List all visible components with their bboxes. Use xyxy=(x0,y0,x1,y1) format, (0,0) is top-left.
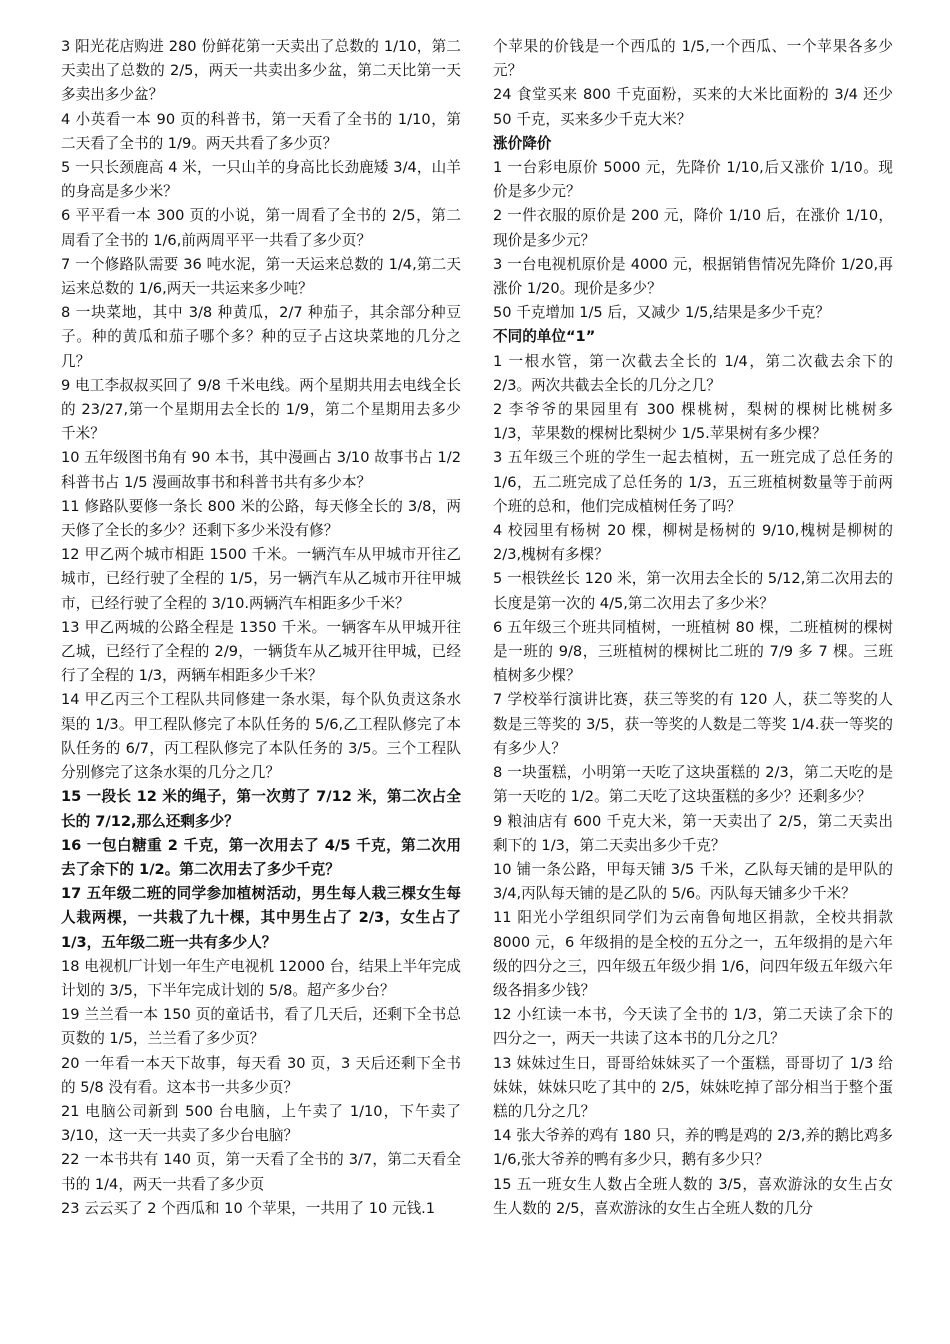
problem-paragraph: 3 五年级三个班的学生一起去植树，五一班完成了总任务的 1/6，五二班完成了总任务的 1/3，五三班植树数量等于前两个班的总和，他们完成植树任务了吗？ xyxy=(493,449,893,515)
problem-paragraph: 7 学校举行演讲比赛，获三等奖的有 120 人，获二等奖的人数是三等奖的 3/5，获一等奖的人数是二等奖 1/4.获一等奖的有多少人？ xyxy=(493,691,893,757)
problem-paragraph: 16 一包白糖重 2 千克，第一次用去了 4/5 千克，第二次用去了余下的 1/2。第二次用去了多少千克？ xyxy=(61,836,461,878)
problem-paragraph: 21 电脑公司新到 500 台电脑，上午卖了 1/10，下午卖了 3/10，这一天一共卖了多少台电脑？ xyxy=(61,1102,461,1145)
problem-paragraph: 23 云云买了 2 个西瓜和 10 个苹果，一共用了 10 元钱.1 xyxy=(61,1199,436,1217)
problem-paragraph: 12 甲乙两个城市相距 1500 千米。一辆汽车从甲城市开往乙城市，已经行驶了全程的 1/5，另一辆汽车从乙城市开往甲城市，已经行驶了全程的 3/10.两辆汽车相距多少千米？ xyxy=(61,546,461,612)
problem-paragraph: 13 甲乙两城的公路全程是 1350 千米。一辆客车从甲城开往乙城，已经行了全程的 2/9，一辆货车从乙城开往甲城，已经行了全程的 1/3，两辆车相距多少千米？ xyxy=(61,618,461,685)
problem-paragraph: 19 兰兰看一本 150 页的童话书，看了几天后，还剩下全书总页数的 1/5，兰兰看了多少页？ xyxy=(61,1006,461,1048)
problem-paragraph: 1 一台彩电原价 5000 元，先降价 1/10,后又涨价 1/10。现价是多少元？ xyxy=(493,159,893,201)
problem-paragraph: 11 阳光小学组织同学们为云南鲁甸地区捐款，全校共捐款 8000 元，6 年级捐的是全校的五分之一，五年级捐的是六年级的四分之三，四年级五年级少捐 1/6，问四年级五年级六年级各捐多少钱？ xyxy=(493,909,893,999)
problem-paragraph: 13 妹妹过生日，哥哥给妹妹买了一个蛋糕，哥哥切了 1/3 给妹妹，妹妹只吃了其中的 2/5，妹妹吃掉了部分相当于整个蛋糕的几分之几？ xyxy=(493,1054,893,1120)
problem-paragraph: 4 小英看一本 90 页的科普书，第一天看了全书的 1/10，第二天看了全书的 1/9。两天共看了多少页？ xyxy=(61,110,461,152)
problem-paragraph: 5 一只长颈鹿高 4 米，一只山羊的身高比长劲鹿矮 3/4，山羊的身高是多少米？ xyxy=(61,159,461,201)
problem-paragraph: 11 修路队要修一条长 800 米的公路，每天修全长的 3/8，两天修了全长的多少？还剩下多少米没有修？ xyxy=(61,497,461,540)
problem-paragraph: 4 校园里有杨树 20 棵，柳树是杨树的 9/10,槐树是柳树的 2/3,槐树有多棵？ xyxy=(493,522,893,564)
section-heading: 不同的单位“1” xyxy=(493,328,596,346)
section-heading: 涨价降价 xyxy=(493,134,552,152)
problem-paragraph: 2 李爷爷的果园里有 300 棵桃树，梨树的棵树比桃树多 1/3，苹果数的棵树比梨树少 1/5.苹果树有多少棵？ xyxy=(493,401,893,443)
problem-paragraph: 7 一个修路队需要 36 吨水泥，第一天运来总数的 1/4,第二天运来总数的 1/6,两天一共运来多少吨？ xyxy=(61,255,461,298)
problem-paragraph: 14 甲乙丙三个工程队共同修建一条水渠，每个队负责这条水渠的 1/3。甲工程队修完了本队任务的 5/6,乙工程队修完了本队任务的 6/7，丙工程队修完了本队任务的 3/5。三个工程队分别修完了这条水渠的几分之几？ xyxy=(61,691,461,782)
problem-paragraph: 10 铺一条公路，甲每天铺 3/5 千米，乙队每天铺的是甲队的 3/4,丙队每天铺的是乙队的 5/6。丙队每天铺多少千米？ xyxy=(493,860,893,903)
problem-paragraph: 14 张大爷养的鸡有 180 只，养的鸭是鸡的 2/3,养的鹅比鸡多 1/6,张大爷养的鸭有多少只，鹅有多少只？ xyxy=(493,1127,893,1169)
problem-paragraph: 50 千克增加 1/5 后，又减少 1/5,结果是多少千克？ xyxy=(493,304,830,322)
problem-paragraph: 6 五年级三个班共同植树，一班植树 80 棵，二班植树的棵树是一班的 9/8，三班植树的棵树比二班的 7/9 多 7 棵。三班植树多少棵？ xyxy=(493,618,893,685)
problem-paragraph: 9 粮油店有 600 千克大米，第一天卖出了 2/5，第二天卖出剩下的 1/3，第二天卖出多少千克？ xyxy=(493,812,893,854)
problem-paragraph: 17 五年级二班的同学参加植树活动，男生每人栽三棵女生每人栽两棵，一共栽了九十棵，其中男生占了 2/3，女生占了 1/3，五年级二班一共有多少人？ xyxy=(61,885,461,951)
problem-paragraph: 15 一段长 12 米的绳子，第一次剪了 7/12 米，第二次占全长的 7/12,那么还剩多少？ xyxy=(61,788,461,830)
problem-paragraph: 1 一根水管，第一次截去全长的 1/4，第二次截去余下的 2/3。两次共截去全长的几分之几？ xyxy=(493,352,893,394)
problem-paragraph: 6 平平看一本 300 页的小说，第一周看了全书的 2/5，第二周看了全书的 1/6,前两周平平一共看了多少页？ xyxy=(61,207,461,249)
problem-paragraph: 3 阳光花店购进 280 份鲜花第一天卖出了总数的 1/10，第二天卖出了总数的 2/5，两天一共卖出多少盆，第二天比第一天多卖出多少盆？ xyxy=(61,38,461,104)
problem-paragraph: 24 食堂买来 800 千克面粉，买来的大米比面粉的 3/4 还少 50 千克，买来多少千克大米？ xyxy=(493,86,893,128)
right-column xyxy=(493,35,893,1221)
problem-paragraph: 22 一本书共有 140 页，第一天看了全书的 3/7，第二天看全书的 1/4，两天一共看了多少页 xyxy=(61,1151,461,1193)
problem-paragraph: 8 一块蛋糕，小明第一天吃了这块蛋糕的 2/3，第二天吃的是第一天吃的 1/2。第二天吃了这块蛋糕的多少？还剩多少？ xyxy=(493,764,893,806)
problem-paragraph: 12 小红读一本书，今天读了全书的 1/3，第二天读了余下的四分之一，两天一共读了这本书的几分之几？ xyxy=(493,1006,893,1048)
problem-paragraph: 18 电视机厂计划一年生产电视机 12000 台，结果上半年完成计划的 3/5，下半年完成计划的 5/8。超产多少台？ xyxy=(61,957,461,999)
problem-paragraph: 个苹果的价钱是一个西瓜的 1/5,一个西瓜、一个苹果各多少元？ xyxy=(493,38,893,80)
problem-paragraph: 20 一年看一本天下故事，每天看 30 页，3 天后还剩下全书的 5/8 没有看。这本书一共多少页？ xyxy=(61,1054,461,1096)
problem-paragraph: 15 五一班女生人数占全班人数的 3/5，喜欢游泳的女生占女生人数的 2/5，喜欢游泳的女生占全班人数的几分 xyxy=(493,1175,893,1217)
problem-paragraph: 8 一块菜地，其中 3/8 种黄瓜，2/7 种茄子，其余部分种豆子。种的黄瓜和茄子哪个多？种的豆子占这块菜地的几分之几？ xyxy=(61,304,461,370)
problem-paragraph: 3 一台电视机原价是 4000 元，根据销售情况先降价 1/20,再涨价 1/20。现价是多少？ xyxy=(493,255,893,298)
left-column xyxy=(61,35,461,1221)
problem-paragraph: 10 五年级图书角有 90 本书，其中漫画占 3/10 故事书占 1/2 科普书占 1/5 漫画故事书和科普书共有多少本？ xyxy=(61,449,461,491)
problem-paragraph: 5 一根铁丝长 120 米，第一次用去全长的 5/12,第二次用去的长度是第一次的 4/5,第二次用去了多少米？ xyxy=(493,570,893,612)
problem-paragraph: 2 一件衣服的原价是 200 元，降价 1/10 后，在涨价 1/10，现价是多少元？ xyxy=(493,207,893,249)
problem-paragraph: 9 电工李叔叔买回了 9/8 千米电线。两个星期共用去电线全长的 23/27,第一个星期用去全长的 1/9，第二个星期用去多少千米？ xyxy=(61,376,461,443)
